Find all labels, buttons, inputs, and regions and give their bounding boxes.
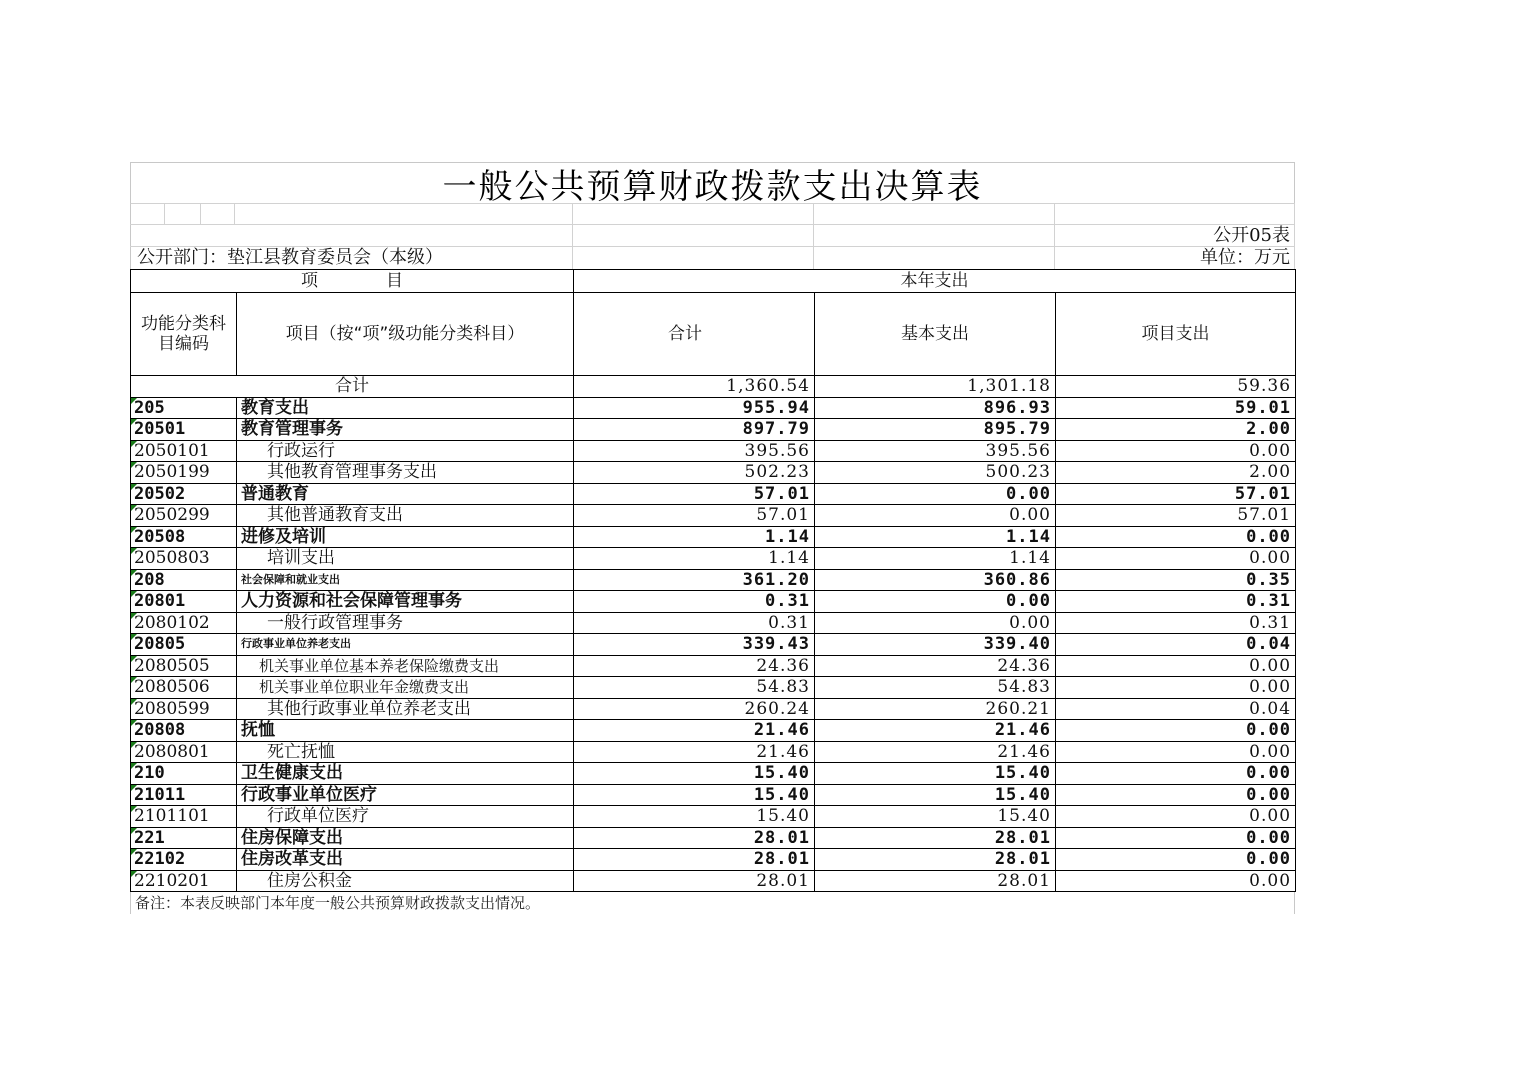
row-code: 20508 (131, 526, 237, 548)
row-basic: 28.01 (815, 827, 1056, 849)
row-basic: 24.36 (815, 655, 1056, 677)
row-basic: 0.00 (815, 483, 1056, 505)
row-name: 行政单位医疗 (237, 806, 574, 828)
table-row (131, 634, 1296, 656)
row-name: 机关事业单位基本养老保险缴费支出 (237, 655, 574, 677)
row-basic: 0.00 (815, 591, 1056, 613)
row-project: 0.35 (1056, 569, 1296, 591)
table-row (131, 655, 1296, 677)
table-row (131, 440, 1296, 462)
row-total: 0.31 (574, 612, 815, 634)
table-row (131, 763, 1296, 785)
row-basic: 28.01 (815, 870, 1056, 892)
row-code: 2050299 (131, 505, 237, 527)
row-total: 57.01 (574, 505, 815, 527)
row-code: 2080599 (131, 698, 237, 720)
row-total: 15.40 (574, 763, 815, 785)
row-project: 0.00 (1056, 827, 1296, 849)
row-code: 20808 (131, 720, 237, 742)
spacer-row (130, 203, 1295, 224)
row-code: 2080505 (131, 655, 237, 677)
row-total: 15.40 (574, 784, 815, 806)
row-name: 行政事业单位养老支出 (237, 634, 574, 656)
header-total: 合计 (574, 293, 815, 376)
row-total: 897.79 (574, 419, 815, 441)
row-basic: 360.86 (815, 569, 1056, 591)
table-row (131, 720, 1296, 742)
row-total: 15.40 (574, 806, 815, 828)
table-row (131, 419, 1296, 441)
row-project: 0.00 (1056, 720, 1296, 742)
total-basic: 1,301.18 (815, 376, 1056, 398)
row-basic: 395.56 (815, 440, 1056, 462)
row-project: 0.00 (1056, 806, 1296, 828)
row-code: 205 (131, 397, 237, 419)
row-project: 0.04 (1056, 698, 1296, 720)
row-total: 361.20 (574, 569, 815, 591)
row-name: 住房保障支出 (237, 827, 574, 849)
row-total: 339.43 (574, 634, 815, 656)
row-project: 2.00 (1056, 462, 1296, 484)
header-code: 功能分类科目编码 (131, 293, 237, 376)
table-row (131, 806, 1296, 828)
row-project: 0.00 (1056, 440, 1296, 462)
row-name: 教育管理事务 (237, 419, 574, 441)
row-basic: 54.83 (815, 677, 1056, 699)
total-row (131, 376, 1296, 398)
table-row (131, 526, 1296, 548)
header-row-top (131, 270, 1296, 293)
row-total: 28.01 (574, 849, 815, 871)
row-code: 2080506 (131, 677, 237, 699)
table-row (131, 870, 1296, 892)
row-code: 22102 (131, 849, 237, 871)
row-total: 0.31 (574, 591, 815, 613)
row-basic: 895.79 (815, 419, 1056, 441)
row-total: 1.14 (574, 526, 815, 548)
row-code: 208 (131, 569, 237, 591)
row-name: 卫生健康支出 (237, 763, 574, 785)
row-total: 57.01 (574, 483, 815, 505)
row-basic: 500.23 (815, 462, 1056, 484)
row-code: 2050101 (131, 440, 237, 462)
row-project: 0.00 (1056, 548, 1296, 570)
row-name: 进修及培训 (237, 526, 574, 548)
row-total: 24.36 (574, 655, 815, 677)
row-code: 20502 (131, 483, 237, 505)
header-item: 项 目 (131, 270, 574, 293)
row-project: 0.00 (1056, 870, 1296, 892)
row-name: 死亡抚恤 (237, 741, 574, 763)
table-row (131, 741, 1296, 763)
row-name: 人力资源和社会保障管理事务 (237, 591, 574, 613)
row-total: 21.46 (574, 720, 815, 742)
row-project: 0.00 (1056, 677, 1296, 699)
row-basic: 339.40 (815, 634, 1056, 656)
row-basic: 896.93 (815, 397, 1056, 419)
row-name: 住房公积金 (237, 870, 574, 892)
expense-table (130, 269, 1296, 892)
title-row (130, 162, 1295, 207)
row-code: 21011 (131, 784, 237, 806)
row-name: 教育支出 (237, 397, 574, 419)
row-name: 社会保障和就业支出 (237, 569, 574, 591)
table-body (131, 397, 1296, 892)
row-basic: 28.01 (815, 849, 1056, 871)
table-row (131, 612, 1296, 634)
table-row (131, 784, 1296, 806)
row-basic: 21.46 (815, 741, 1056, 763)
form-number-row (130, 224, 1295, 246)
row-basic: 15.40 (815, 784, 1056, 806)
total-sum: 1,360.54 (574, 376, 815, 398)
row-project: 2.00 (1056, 419, 1296, 441)
row-total: 54.83 (574, 677, 815, 699)
row-project: 0.00 (1056, 784, 1296, 806)
row-basic: 0.00 (815, 505, 1056, 527)
row-name: 行政事业单位医疗 (237, 784, 574, 806)
row-project: 59.01 (1056, 397, 1296, 419)
row-basic: 15.40 (815, 763, 1056, 785)
total-project: 59.36 (1056, 376, 1296, 398)
unit-label: 单位：万元 (1055, 247, 1295, 269)
row-project: 57.01 (1056, 483, 1296, 505)
row-basic: 260.21 (815, 698, 1056, 720)
table-row (131, 548, 1296, 570)
form-number: 公开05表 (1055, 225, 1295, 246)
row-code: 20801 (131, 591, 237, 613)
row-project: 0.00 (1056, 763, 1296, 785)
table-row (131, 483, 1296, 505)
row-project: 57.01 (1056, 505, 1296, 527)
header-year-expense: 本年支出 (574, 270, 1296, 293)
row-name: 其他行政事业单位养老支出 (237, 698, 574, 720)
row-project: 0.31 (1056, 591, 1296, 613)
row-code: 2080102 (131, 612, 237, 634)
table-row (131, 569, 1296, 591)
header-row-main (131, 293, 1296, 376)
row-code: 2050803 (131, 548, 237, 570)
table-row (131, 462, 1296, 484)
row-basic: 21.46 (815, 720, 1056, 742)
row-name: 机关事业单位职业年金缴费支出 (237, 677, 574, 699)
row-total: 28.01 (574, 870, 815, 892)
row-total: 21.46 (574, 741, 815, 763)
table-row (131, 849, 1296, 871)
table-row (131, 591, 1296, 613)
header-project: 项目支出 (1056, 293, 1296, 376)
page-title: 一般公共预算财政拨款支出决算表 (442, 166, 983, 207)
footnote: 备注：本表反映部门本年度一般公共预算财政拨款支出情况。 (130, 892, 1295, 914)
row-total: 1.14 (574, 548, 815, 570)
row-name: 普通教育 (237, 483, 574, 505)
department-row (130, 246, 1295, 269)
row-basic: 15.40 (815, 806, 1056, 828)
row-code: 2050199 (131, 462, 237, 484)
row-basic: 0.00 (815, 612, 1056, 634)
row-name: 一般行政管理事务 (237, 612, 574, 634)
department-label: 公开部门：垫江县教育委员会（本级） (130, 247, 573, 269)
row-code: 210 (131, 763, 237, 785)
total-label: 合计 (131, 376, 574, 398)
header-name: 项目（按“项”级功能分类科目） (237, 293, 574, 376)
row-code: 2080801 (131, 741, 237, 763)
budget-sheet (130, 162, 1295, 914)
row-project: 0.04 (1056, 634, 1296, 656)
row-total: 260.24 (574, 698, 815, 720)
row-total: 28.01 (574, 827, 815, 849)
row-name: 其他普通教育支出 (237, 505, 574, 527)
table-row (131, 397, 1296, 419)
table-row (131, 827, 1296, 849)
table-row (131, 698, 1296, 720)
row-code: 20805 (131, 634, 237, 656)
row-basic: 1.14 (815, 548, 1056, 570)
row-total: 502.23 (574, 462, 815, 484)
row-code: 221 (131, 827, 237, 849)
row-name: 抚恤 (237, 720, 574, 742)
row-total: 955.94 (574, 397, 815, 419)
row-code: 2101101 (131, 806, 237, 828)
header-basic: 基本支出 (815, 293, 1056, 376)
row-total: 395.56 (574, 440, 815, 462)
row-code: 2210201 (131, 870, 237, 892)
row-name: 培训支出 (237, 548, 574, 570)
row-basic: 1.14 (815, 526, 1056, 548)
row-project: 0.00 (1056, 655, 1296, 677)
row-name: 行政运行 (237, 440, 574, 462)
row-project: 0.00 (1056, 849, 1296, 871)
row-name: 住房改革支出 (237, 849, 574, 871)
table-row (131, 505, 1296, 527)
row-name: 其他教育管理事务支出 (237, 462, 574, 484)
row-project: 0.00 (1056, 741, 1296, 763)
row-code: 20501 (131, 419, 237, 441)
row-project: 0.00 (1056, 526, 1296, 548)
row-project: 0.31 (1056, 612, 1296, 634)
table-row (131, 677, 1296, 699)
